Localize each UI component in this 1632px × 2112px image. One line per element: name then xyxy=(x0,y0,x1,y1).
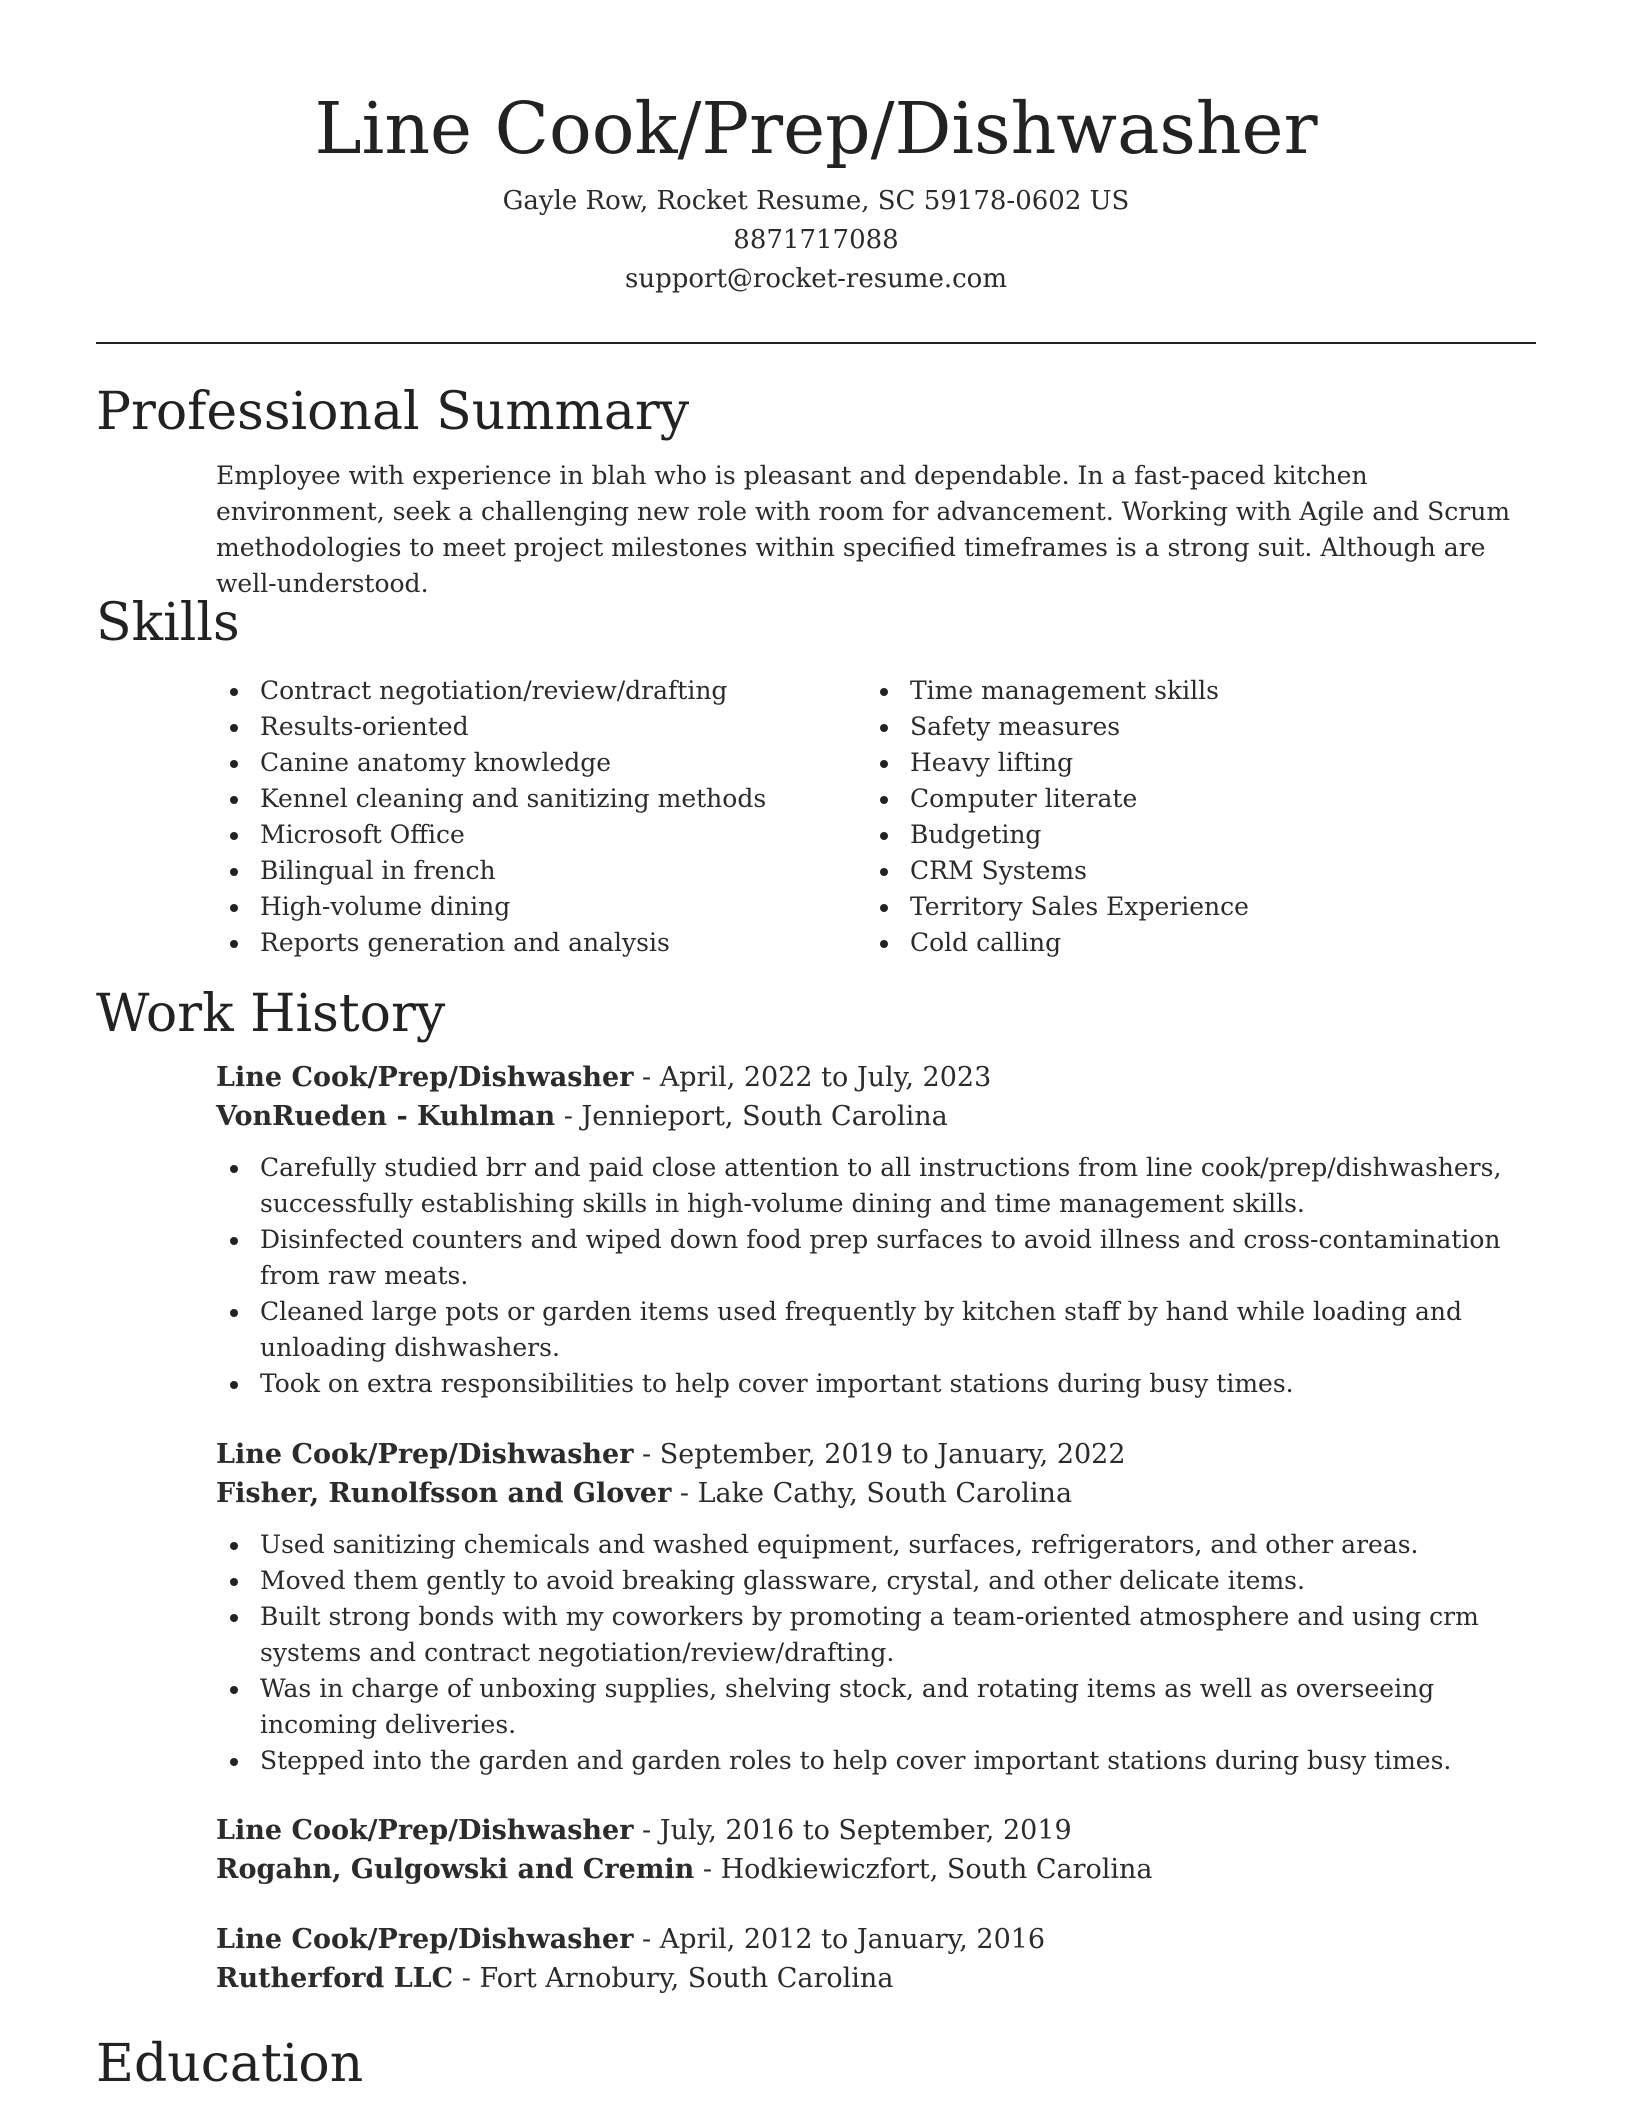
skill-item: Kennel cleaning and sanitizing methods xyxy=(216,781,866,817)
header-divider xyxy=(96,342,1536,344)
job-duties xyxy=(216,1150,1536,1402)
job-company-line xyxy=(216,1850,1536,1889)
job-entry xyxy=(216,1058,1536,1402)
job-entry xyxy=(216,1811,1536,1889)
skill-item: Heavy lifting xyxy=(866,745,1516,781)
job-company: Fisher, Runolfsson and Glover xyxy=(216,1478,672,1509)
duty-item: Moved them gently to avoid breaking glassware, crystal, and other delicate items. xyxy=(216,1563,1536,1599)
skill-item: Contract negotiation/review/drafting xyxy=(216,673,866,709)
phone: 8871717088 xyxy=(733,225,899,255)
summary-text: Employee with experience in blah who is pleasant and dependable. In a fast-paced kitchen environment, seek a challenging new role with room for advancement. Working with Agile and Scrum methodologies to meet project milestones within specified timeframes is a strong suit. Although are well-understood. xyxy=(216,461,1511,598)
job-company-line xyxy=(216,1097,1536,1136)
skill-item: Bilingual in french xyxy=(216,853,866,889)
job-title: Line Cook/Prep/Dishwasher xyxy=(216,1439,634,1470)
job-title: Line Cook/Prep/Dishwasher xyxy=(216,1815,634,1846)
job-title-line xyxy=(216,1811,1536,1850)
skill-item: Canine anatomy knowledge xyxy=(216,745,866,781)
job-location: - Hodkiewiczfort, South Carolina xyxy=(694,1854,1153,1885)
duty-item: Stepped into the garden and garden roles to help cover important stations during busy times. xyxy=(216,1743,1536,1779)
skill-item: Microsoft Office xyxy=(216,817,866,853)
skills-column-right xyxy=(866,673,1516,961)
job-title-line xyxy=(216,1920,1536,1959)
duty-item: Built strong bonds with my coworkers by promoting a team-oriented atmosphere and using crm systems and contract negotiation/review/drafting. xyxy=(216,1599,1536,1671)
skill-item: Computer literate xyxy=(866,781,1516,817)
skill-item: Territory Sales Experience xyxy=(866,889,1516,925)
candidate-name: Line Cook/Prep/Dishwasher xyxy=(314,87,1318,170)
job-title: Line Cook/Prep/Dishwasher xyxy=(216,1924,634,1955)
job-dates: - April, 2012 to January, 2016 xyxy=(633,1924,1046,1955)
job-title-line xyxy=(216,1435,1536,1474)
job-company: VonRueden - Kuhlman xyxy=(216,1101,556,1132)
skill-item: Reports generation and analysis xyxy=(216,925,866,961)
skill-item: CRM Systems xyxy=(866,853,1516,889)
skill-item: Results-oriented xyxy=(216,709,866,745)
contact-info xyxy=(0,182,1632,299)
job-entry xyxy=(216,1435,1536,1779)
duty-item: Cleaned large pots or garden items used frequently by kitchen staff by hand while loading and unloading dishwashers. xyxy=(216,1294,1536,1366)
job-title: Line Cook/Prep/Dishwasher xyxy=(216,1062,634,1093)
education-heading: Education xyxy=(96,2034,364,2094)
skills-list xyxy=(216,673,1536,961)
skills-column-left xyxy=(216,673,866,961)
duty-item: Took on extra responsibilities to help cover important stations during busy times. xyxy=(216,1366,1536,1402)
job-entry xyxy=(216,1920,1536,1998)
duty-item: Carefully studied brr and paid close attention to all instructions from line cook/prep/dishwashers, successfully establishing skills in high-volume dining and time management skills. xyxy=(216,1150,1536,1222)
skill-item: Time management skills xyxy=(866,673,1516,709)
job-dates: - July, 2016 to September, 2019 xyxy=(633,1815,1072,1846)
job-company: Rogahn, Gulgowski and Cremin xyxy=(216,1854,695,1885)
job-location: - Fort Arnobury, South Carolina xyxy=(453,1963,894,1994)
skill-item: High-volume dining xyxy=(216,889,866,925)
job-company-line xyxy=(216,1474,1536,1513)
skills-heading: Skills xyxy=(96,593,240,653)
job-location: - Lake Cathy, South Carolina xyxy=(671,1478,1073,1509)
job-duties xyxy=(216,1527,1536,1779)
email: support@rocket-resume.com xyxy=(624,264,1007,294)
resume-header xyxy=(0,84,1632,299)
duty-item: Used sanitizing chemicals and washed equipment, surfaces, refrigerators, and other areas. xyxy=(216,1527,1536,1563)
address: Gayle Row, Rocket Resume, SC 59178-0602 US xyxy=(502,186,1130,216)
job-company-line xyxy=(216,1959,1536,1998)
job-location: - Jennieport, South Carolina xyxy=(555,1101,948,1132)
work-history-heading: Work History xyxy=(96,984,446,1044)
job-title-line xyxy=(216,1058,1536,1097)
summary-heading: Professional Summary xyxy=(96,382,690,442)
skill-item: Safety measures xyxy=(866,709,1516,745)
duty-item: Disinfected counters and wiped down food prep surfaces to avoid illness and cross-contamination from raw meats. xyxy=(216,1222,1536,1294)
skill-item: Budgeting xyxy=(866,817,1516,853)
job-dates: - April, 2022 to July, 2023 xyxy=(633,1062,992,1093)
duty-item: Was in charge of unboxing supplies, shelving stock, and rotating items as well as overseeing incoming deliveries. xyxy=(216,1671,1536,1743)
skill-item: Cold calling xyxy=(866,925,1516,961)
job-dates: - September, 2019 to January, 2022 xyxy=(633,1439,1126,1470)
job-company: Rutherford LLC xyxy=(216,1963,454,1994)
